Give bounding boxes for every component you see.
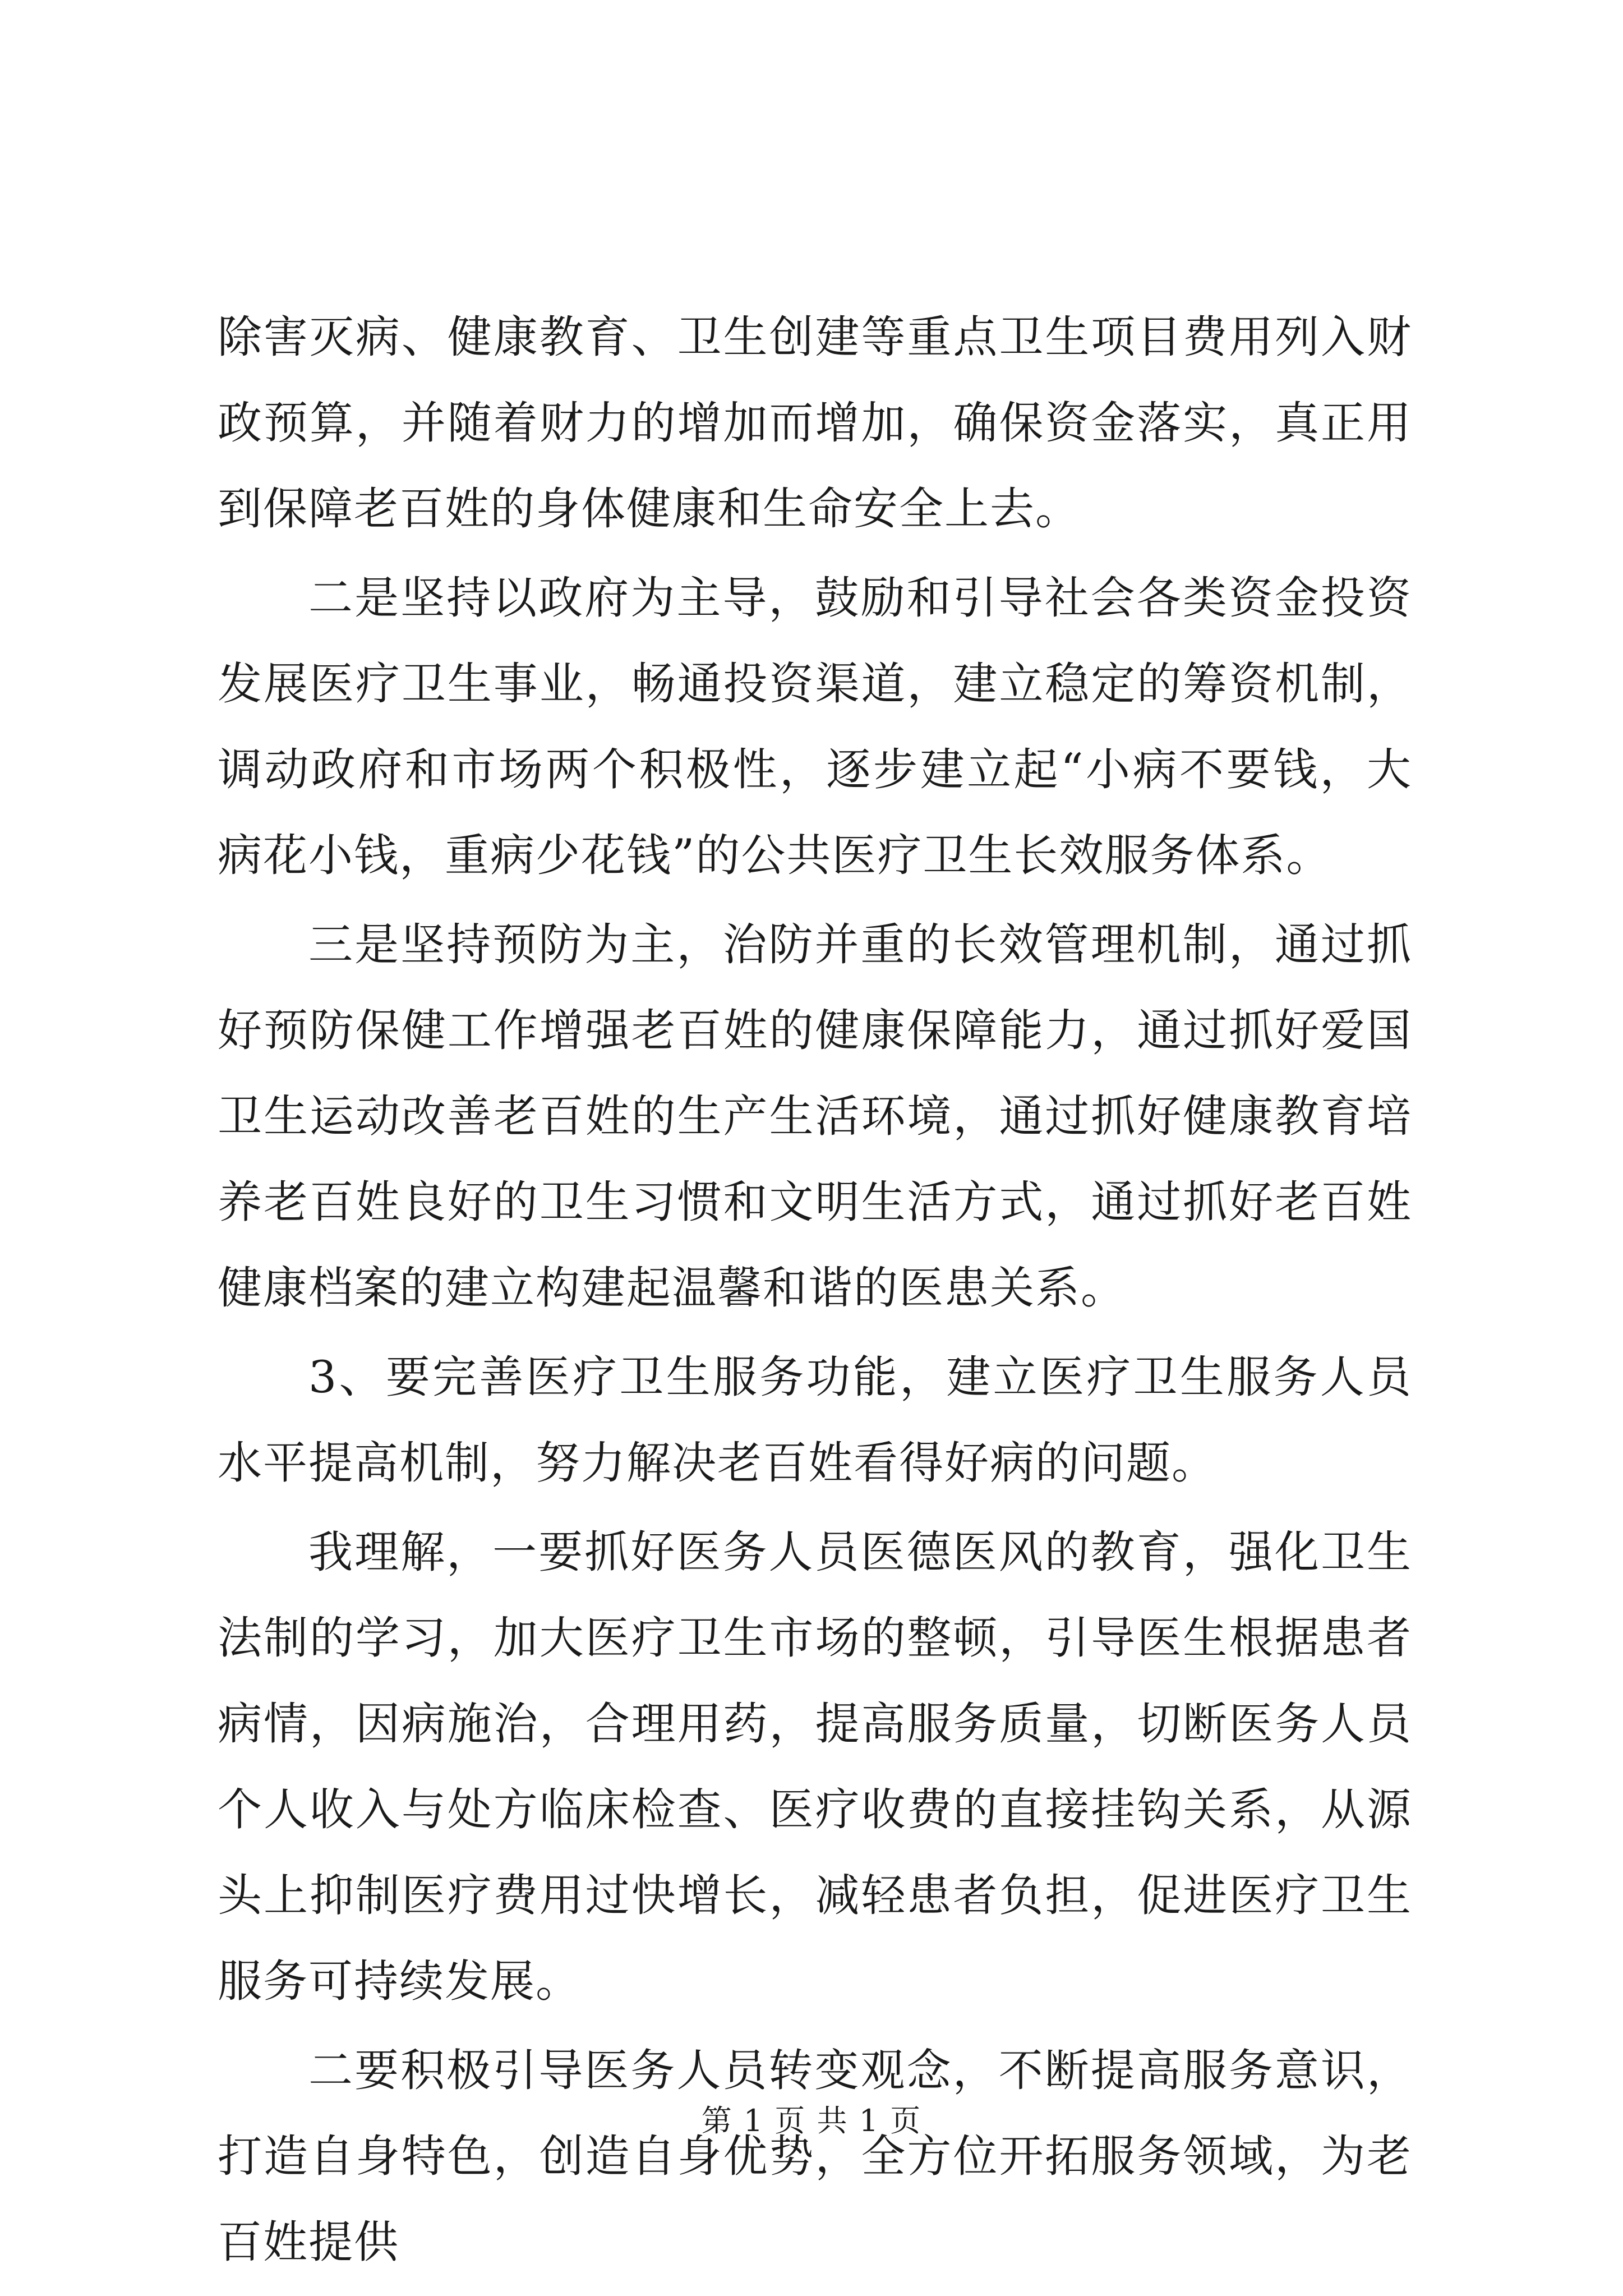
- paragraph-medical-ethics: 我理解，一要抓好医务人员医德医风的教育，强化卫生法制的学习，加大医疗卫生市场的整顿，引导医生根据患者病情，因病施治，合理用药，提高服务质量，切断医务人员个人收入与处方临床检查、医疗收费的直接挂钩关系，从源头上抑制医疗费用过快增长，减轻患者负担，促进医疗卫生服务可持续发展。: [218, 1526, 1412, 2007]
- paragraph-service-awareness: 二要积极引导医务人员转变观念，不断提高服务意识，打造自身特色，创造自身优势，全方位开拓服务领域，为老百姓提供: [218, 2045, 1412, 2268]
- paragraph-prevention-first: 三是坚持预防为主，治防并重的长效管理机制，通过抓好预防保健工作增强老百姓的健康保障能力，通过抓好爱国卫生运动改善老百姓的生产生活环境，通过抓好健康教育培养老百姓良好的卫生习惯和文明生活方式，通过抓好老百姓健康档案的建立构建起温馨和谐的医患关系。: [218, 919, 1412, 1314]
- paragraph-service-function: 3、要完善医疗卫生服务功能，建立医疗卫生服务人员水平提高机制，努力解决老百姓看得好病的问题。: [218, 1351, 1412, 1489]
- page-number-footer: 第 1 页 共 1 页: [701, 2103, 922, 2138]
- paragraph-continuation: 除害灭病、健康教育、卫生创建等重点卫生项目费用列入财政预算，并随着财力的增加而增加，确保资金落实，真正用到保障老百姓的身体健康和生命安全上去。: [218, 311, 1412, 535]
- paragraph-government-led: 二是坚持以政府为主导，鼓励和引导社会各类资金投资发展医疗卫生事业，畅通投资渠道，建立稳定的筹资机制，调动政府和市场两个积极性，逐步建立起“小病不要钱，大病花小钱，重病少花钱”的公共医疗卫生长效服务体系。: [218, 572, 1412, 881]
- body-text: [218, 295, 1412, 2285]
